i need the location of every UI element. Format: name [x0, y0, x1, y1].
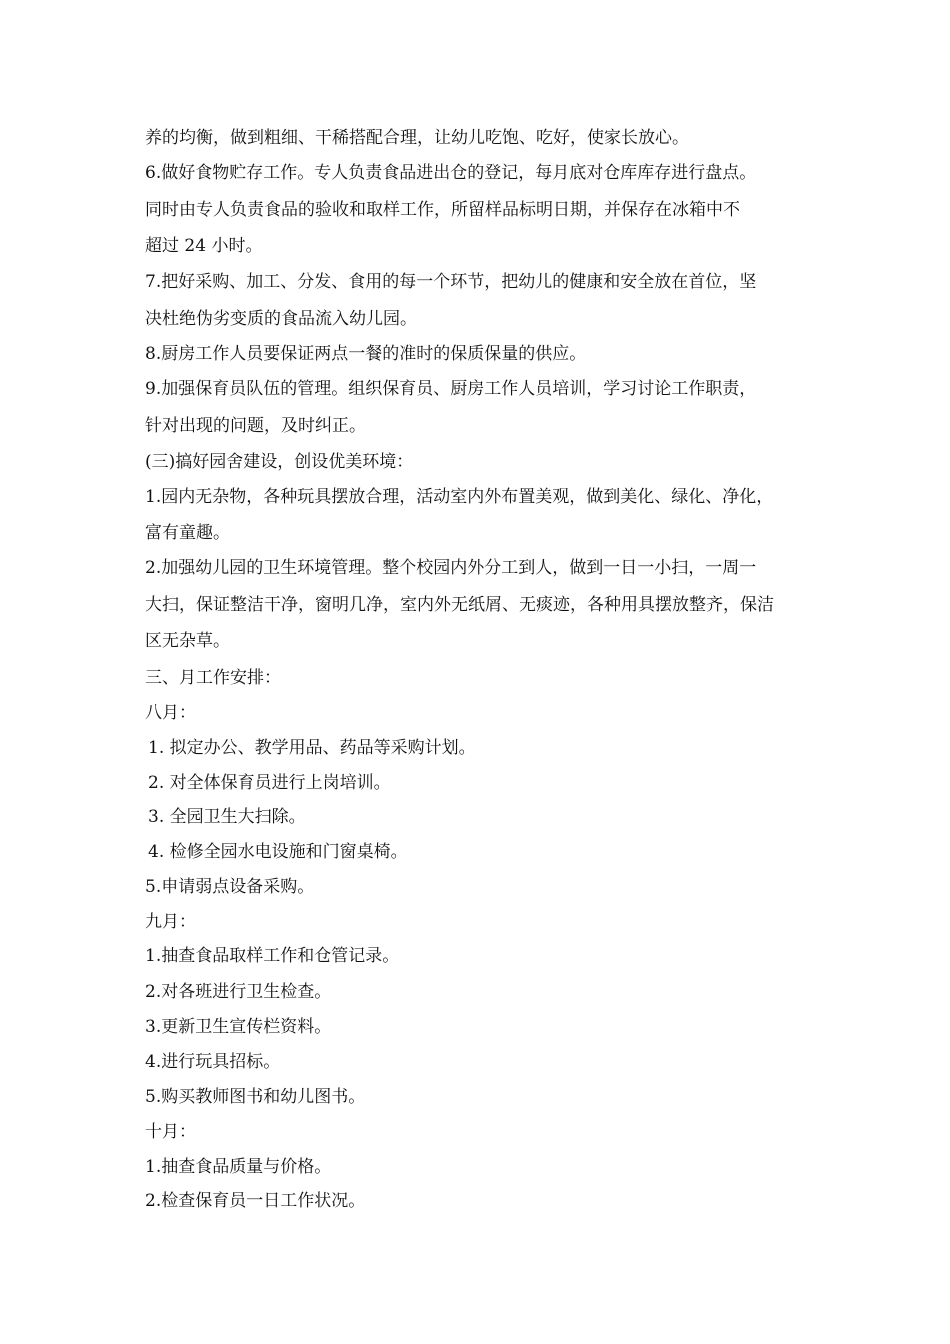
list-item: 4.进行玩具招标。	[145, 1052, 281, 1072]
list-item: 1.抽查食品质量与价格。	[145, 1157, 332, 1177]
list-item: 1. 拟定办公、教学用品、药品等采购计划。	[148, 738, 476, 758]
paragraph-line: 针对出现的问题，及时纠正。	[145, 416, 366, 436]
section-heading: (三)搞好园舍建设，创设优美环境：	[145, 452, 414, 472]
list-item: 2. 对全体保育员进行上岗培训。	[148, 773, 391, 793]
paragraph-line: 决杜绝伪劣变质的食品流入幼儿园。	[145, 309, 417, 329]
section-heading: 三、月工作安排：	[145, 668, 281, 688]
paragraph-line: 1.园内无杂物，各种玩具摆放合理，活动室内外布置美观，做到美化、绿化、净化，	[145, 487, 774, 507]
paragraph-line: 9.加强保育员队伍的管理。组织保育员、厨房工作人员培训，学习讨论工作职责，	[145, 379, 757, 399]
month-heading: 九月：	[145, 912, 196, 932]
paragraph-line: 6.做好食物贮存工作。专人负责食品进出仓的登记，每月底对仓库库存进行盘点。	[145, 163, 757, 183]
paragraph-line: 7.把好采购、加工、分发、食用的每一个环节，把幼儿的健康和安全放在首位，坚	[145, 272, 757, 292]
list-item: 4. 检修全园水电设施和门窗桌椅。	[148, 842, 408, 862]
paragraph-line: 2.加强幼儿园的卫生环境管理。整个校园内外分工到人，做到一日一小扫，一周一	[145, 558, 757, 578]
month-heading: 十月：	[145, 1122, 196, 1142]
paragraph-line: 大扫，保证整洁干净，窗明几净，室内外无纸屑、无痰迹，各种用具摆放整齐，保洁	[145, 595, 774, 615]
list-item: 5.购买教师图书和幼儿图书。	[145, 1087, 366, 1107]
paragraph-line: 区无杂草。	[145, 631, 230, 651]
paragraph-line: 超过 24 小时。	[145, 236, 263, 256]
month-heading: 八月：	[145, 703, 196, 723]
list-item: 1.抽查食品取样工作和仓管记录。	[145, 946, 400, 966]
list-item: 3. 全园卫生大扫除。	[148, 807, 306, 827]
list-item: 5.申请弱点设备采购。	[145, 877, 315, 897]
list-item: 2.对各班进行卫生检查。	[145, 982, 332, 1002]
list-item: 3.更新卫生宣传栏资料。	[145, 1017, 332, 1037]
list-item: 2.检查保育员一日工作状况。	[145, 1191, 366, 1211]
paragraph-line: 养的均衡，做到粗细、干稀搭配合理，让幼儿吃饱、吃好，使家长放心。	[145, 128, 689, 148]
paragraph-line: 同时由专人负责食品的验收和取样工作，所留样品标明日期，并保存在冰箱中不	[145, 200, 740, 220]
paragraph-line: 8.厨房工作人员要保证两点一餐的准时的保质保量的供应。	[145, 344, 587, 364]
paragraph-line: 富有童趣。	[145, 523, 230, 543]
